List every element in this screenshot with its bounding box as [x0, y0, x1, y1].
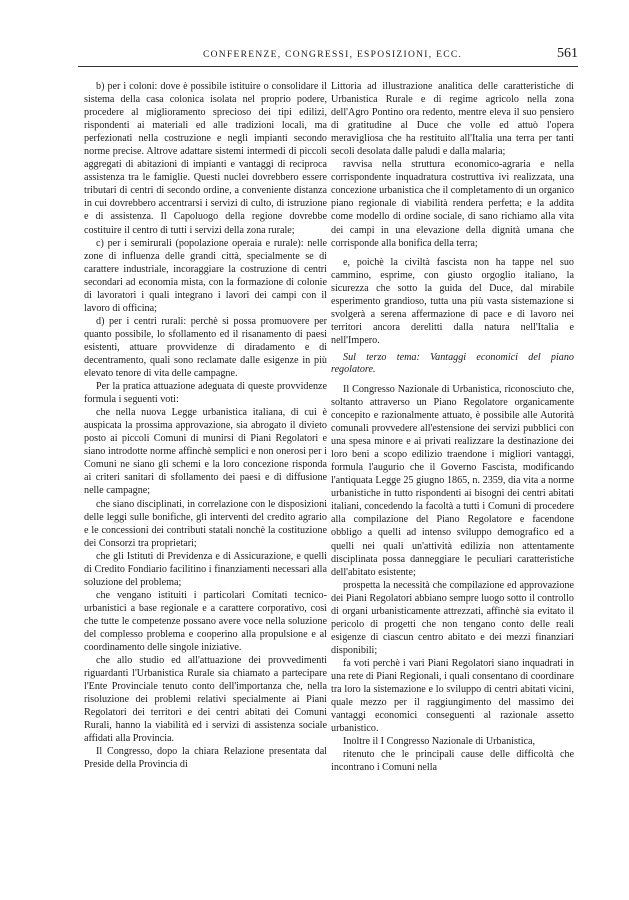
section-heading-third-theme: Sul terzo tema: Vantaggi economici del piano regolatore. — [331, 351, 574, 376]
paragraph-ravvisa: ravvisa nella struttura economico-agraria e nella corrispondente inquadratura costruttiva ivi realizzata, una concezione urbanistica che il completamento di un organico piano regionale di viabilità rendera perfetta; e la addita come modello di ordine sociale, di sano richiamo alla vita dei campi in una elevazione della dignità umana che corrisponde alla bonifica della terra; — [331, 159, 575, 249]
paragraph-voti-intro: Per la pratica attuazione adeguata di queste provvidenze formula i seguenti voti: — [84, 381, 327, 406]
paragraph-ritenuto: ritenuto che le principali cause delle difficoltà che incontrano i Comuni nella — [331, 749, 574, 774]
paragraph-civilta-fascista: e, poichè la civiltà fascista non ha tappe nel suo cammino, esprime, con giusto orgoglio italiano, la sicurezza che sotto la guida del Duce, dal mirabile esperimento grandioso, tutta una più vasta sistemazione si svolgerà a serena affermazione di pace e di lavoro nei territori ancora derelitti dalla natura nell'Italia e nell'Impero. — [331, 256, 574, 346]
paragraph-ente-provinciale: che allo studio ed all'attuazione dei provvedimenti riguardanti l'Urbanistica Rurale sia chiamato a partecipare l'Ente Provinciale tenuto conto dell'importanza che, nella risoluzione dei problemi relativi specialmente ai Piani Regolatori dei territori e dei centri abitati dei Comuni Rurali, hanno la viabilità ed i servizi di assistenza sociale affidati alla Provincia. — [84, 655, 327, 745]
page-number: 561 — [557, 46, 578, 61]
page-header — [78, 44, 578, 67]
paragraph-prospetta: prospetta la necessità che compilazione ed approvazione dei Piani Regolatori abbiano sempre luogo sotto il controllo di organi urbanisticamente attrezzati, affinchè sia evitato il pericolo di progetti che non tengano conto delle reali esigenze di ciascun centro abitato e dei mezzi finanziari disponibili; — [331, 579, 574, 656]
paragraph-littoria-continued: Littoria ad illustrazione analitica delle caratteristiche di Urbanistica Rurale e di regime agricolo nella zona dell'Agro Pontino ora redento, mentre eleva il suo pensiero di gratitudine al Duce che volle ed attuò l'opera meravigliosa che ha restituito all'Italia una terra per tanti secoli desolata dalle paludi e dalla malaria; — [331, 81, 574, 158]
paragraph-fa-voti: fa voti perchè i vari Piani Regolatori siano inquadrati in una rete di Piani Regionali, i quali consentano di coordinare tra loro la sistemazione e lo sviluppo di centri abitati vicini, quale mezzo per il raggiungimento del massimo dei vantaggi economici conseguenti al razionale assetto urbanistico. — [331, 657, 574, 735]
paragraph-coloni: b) per i coloni: dove è possibile istituire o consolidare il sistema della casa colonica isolata nel proprio podere, procedere al miglioramento sprecioso dei tipi edilizi, rispondenti ai materiali ed alle tradizioni locali, ma perfezionati nella costruzione e negli impianti secondo norme precise. Altrove adattare sistemi intermedi di piccoli aggregati di abitazioni di impianti e vantaggi di reciproca assistenza tra le famiglie. Questi nuclei dovrebbero essere tributari di centri di secondo ordine, a conveniente distanza in cui dovrebbero accentrarsi i servizi di culto, di istruzione e di assistenza. Il Capoluogo della regione dovrebbe costituire il centro di tutti i servizi della zona rurale; — [84, 81, 327, 236]
paragraph-centri-rurali: d) per i centri rurali: perchè si possa promuovere per quanto possibile, lo sfollamento ed il risanamento di paesi esistenti, attuare provvidenze di diradamento e di decentramento, quali sono reclamate dalle esigenze in più elevato tenore di vita delle campagne. — [84, 315, 327, 380]
left-column — [84, 80, 327, 771]
right-column — [331, 80, 574, 774]
paragraph-credito-agrario: che siano disciplinati, in correlazione con le disposizioni delle leggi sulle bonifiche, gli interventi del credito agrario e le concessioni dei contributi statali nonchè la costituzione dei Consorzi tra proprietari; — [84, 498, 327, 549]
paragraph-legge-urbanistica: che nella nuova Legge urbanistica italiana, di cui è auspicata la prossima approvazione, sia abrogato il divieto posto ai piccoli Comuni di munirsi di Piani Regolatori e siano introdotte norme affinchè semplici e non onerosi per i Comuni ne siano gli schemi e la loro concezione risponda ai criteri sanitari di sfollamento dei paesi e di diffusione nelle campagne; — [84, 407, 327, 497]
paragraph-congresso-nazionale: Il Congresso Nazionale di Urbanistica, riconosciuto che, soltanto attraverso un Piano Regolatore organicamente concepito e razionalmente attuato, è possibile alle Autorità comunali provvedere all'estensione dei servizi pubblici con una spesa minore e ai privati realizzare la destinazione dei loro beni a scopo edilizio traendone i migliori vantaggi, formula l'augurio che il Governo Fascista, modificando l'antiquata Legge 25 giugno 1865, n. 2359, dia vita a norme urbanistiche in tutto rispondenti ai bisogni dei centri abitati italiani, concedendo la facoltà a tutti i Comuni di procedere alla compilazione del Piano Regolatore e facendone obbligo a quelli ad intenso sviluppo demografico ed a quelli nei quali un'attività edilizia non attentamente disciplinata possa danneggiare le peculiari caratteristiche dell'abitato esistente; — [331, 383, 574, 578]
paragraph-comitati: che vengano istituiti i particolari Comitati tecnico-urbanistici a base regionale e a carattere corporativo, così che tutte le competenze possano avere voce nella soluzione del complesso problema e cooperino alla propulsione e al coordinamento delle singole iniziative. — [84, 589, 327, 654]
paragraph-semirurali: c) per i semirurali (popolazione operaia e rurale): nelle zone di influenza delle grandi città, specialmente se di carattere industriale, incoraggiare la costruzione di centri secondari ad economia mista, con la formazione di colonie di lavoratori i quali integrano i lavori dei campi con il lavoro di officina; — [84, 237, 327, 314]
paragraph-istituti-previdenza: che gli Istituti di Previdenza e di Assicurazione, e quelli di Credito Fondiario facilitino i finanziamenti necessari alla soluzione del problema; — [84, 550, 327, 588]
running-title: CONFERENZE, CONGRESSI, ESPOSIZIONI, ECC. — [203, 50, 463, 60]
paragraph-congresso-littoria: Il Congresso, dopo la chiara Relazione presentata dal Preside della Provincia di — [84, 746, 327, 771]
paragraph-inoltre: Inoltre il I Congresso Nazionale di Urbanistica, — [343, 736, 536, 748]
